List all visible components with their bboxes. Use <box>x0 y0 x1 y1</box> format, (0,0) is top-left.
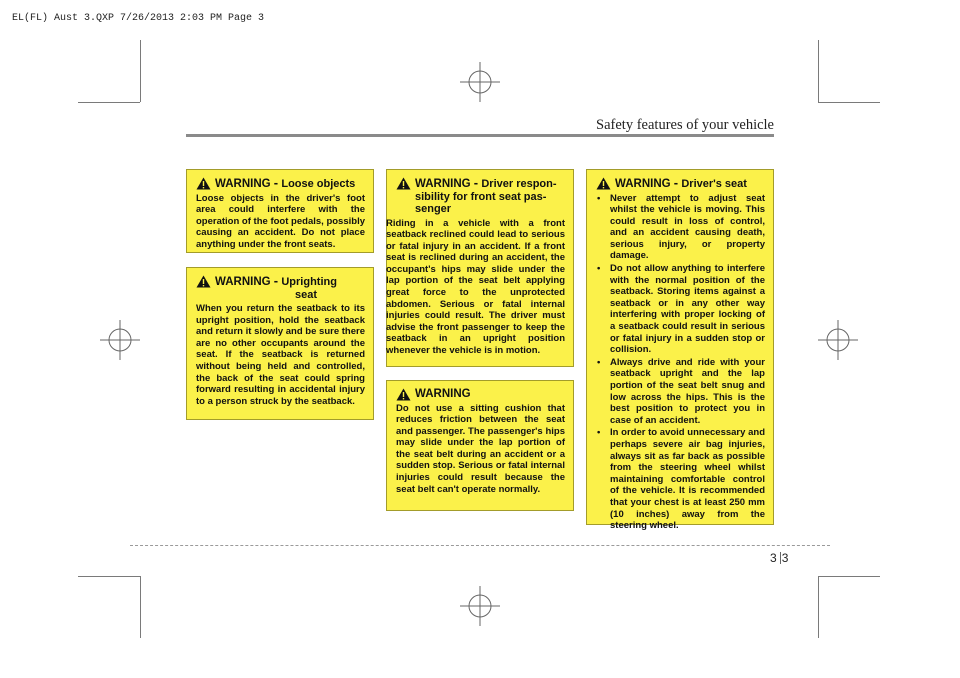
warning-subtitle-cont: seat <box>295 288 318 301</box>
warning-subtitle: Driver respon- <box>481 178 557 190</box>
warning-subtitle: Uprighting <box>281 276 337 288</box>
registration-mark-icon <box>818 320 858 360</box>
bullet-glyph: • <box>597 427 601 439</box>
warning-dash: - <box>273 175 279 190</box>
warning-keyword: WARNING <box>615 178 671 190</box>
list-item <box>596 427 765 531</box>
warning-body: When you return the seatback to its upright position, hold the seatback and return it slowly and be sure there are no other occupants around the seat. If the seatback is returned without being held and controlled, the back of the seat could spring forward resulting in accidental injury to a person struck by the seatback. <box>196 303 365 407</box>
bullet-glyph: • <box>597 192 601 204</box>
warning-keyword: WARNING <box>215 276 271 288</box>
page-number <box>770 551 790 565</box>
warning-triangle-icon <box>596 177 611 190</box>
list-item <box>596 193 765 263</box>
warning-drivers-seat <box>586 169 774 532</box>
warning-dash: - <box>273 273 279 288</box>
warning-driver-responsibility <box>386 169 574 367</box>
warning-triangle-icon <box>196 275 211 288</box>
bullet-glyph: • <box>597 263 601 275</box>
warning-bullet-list <box>596 193 765 532</box>
warning-subtitle-cont: sibility for front seat pas- <box>415 190 547 203</box>
warning-keyword: WARNING <box>415 178 471 190</box>
registration-mark-icon <box>100 320 140 360</box>
bullet-glyph: • <box>597 356 601 368</box>
list-item-text: In order to avoid unnecessary and perhaps severe air bag injuries, always sit as far back as possible from the steering wheel whilst maintaining comfortable control of the vehicle. It is recommended that your chest is at least 250 mm (10 inches) away from the steering wheel. <box>610 427 765 532</box>
page-number-separator <box>780 552 781 564</box>
warning-triangle-icon <box>396 388 411 401</box>
warning-header <box>596 177 765 191</box>
registration-mark-icon <box>460 586 500 626</box>
warning-subtitle: Driver's seat <box>681 178 747 190</box>
registration-mark-icon <box>460 62 500 102</box>
warning-keyword: WARNING <box>415 388 471 400</box>
warning-header <box>196 275 365 301</box>
list-item-text: Do not allow anything to interfere with the normal position of the seatback. Storing items against a seatback or in any other way interfering with proper locking of a seatback could result in serious or fatal injury in a sudden stop or collision. <box>610 263 765 356</box>
warning-header <box>396 388 565 401</box>
warning-subtitle-cont: senger <box>415 203 452 215</box>
page-number-value: 3 <box>781 551 791 565</box>
section-title: Safety features of your vehicle <box>596 117 774 133</box>
footer-rule <box>130 545 830 546</box>
warning-subtitle: Loose objects <box>281 178 356 190</box>
warning-body: Riding in a vehicle with a front seatback reclined could lead to serious or fatal injury in an accident. If a front seat is reclined during an accident, the occupant's hips may slide under the lap portion of the seat belt applying great force to the unprotected abdomen. Serious or fatal internal injuries could result. The driver must advise the front passenger to keep the seatback in an upright position whenever the vehicle is in motion. <box>386 217 565 357</box>
warning-triangle-icon <box>196 177 211 190</box>
warning-dash: - <box>673 175 679 190</box>
warning-body: Loose objects in the driver's foot area could interfere with the operation of the foot pedals, possibly causing an accident. Do not place anything under the front seats. <box>196 192 365 250</box>
list-item <box>596 263 765 356</box>
warning-triangle-icon <box>396 177 411 190</box>
list-item-text: Always drive and ride with your seatback upright and the lap portion of the seat belt snug and low across the hips. This is the best position to protect you in case of an accident. <box>610 356 765 426</box>
list-item <box>596 357 765 427</box>
chapter-number: 3 <box>770 551 779 565</box>
warning-header <box>396 177 565 216</box>
header-rule <box>186 134 774 137</box>
warning-header <box>196 177 365 191</box>
warning-sitting-cushion <box>386 380 574 511</box>
print-slug: EL(FL) Aust 3.QXP 7/26/2013 2:03 PM Page 3 <box>12 13 265 24</box>
list-item-text: Never attempt to adjust seat whilst the vehicle is moving. This could result in loss of control, and an accident causing death, serious injury, or property damage. <box>610 192 765 262</box>
warning-loose-objects <box>186 169 374 253</box>
warning-keyword: WARNING <box>215 178 271 190</box>
warning-uprighting-seat <box>186 267 374 420</box>
warning-dash: - <box>473 175 479 190</box>
warning-body: Do not use a sitting cushion that reduces friction between the seat and passenger. The passenger's hips may slide under the lap portion of the seat belt during an accident or a sudden stop. Serious or fatal internal injuries could result because the seat belt can't operate normally. <box>396 402 565 495</box>
